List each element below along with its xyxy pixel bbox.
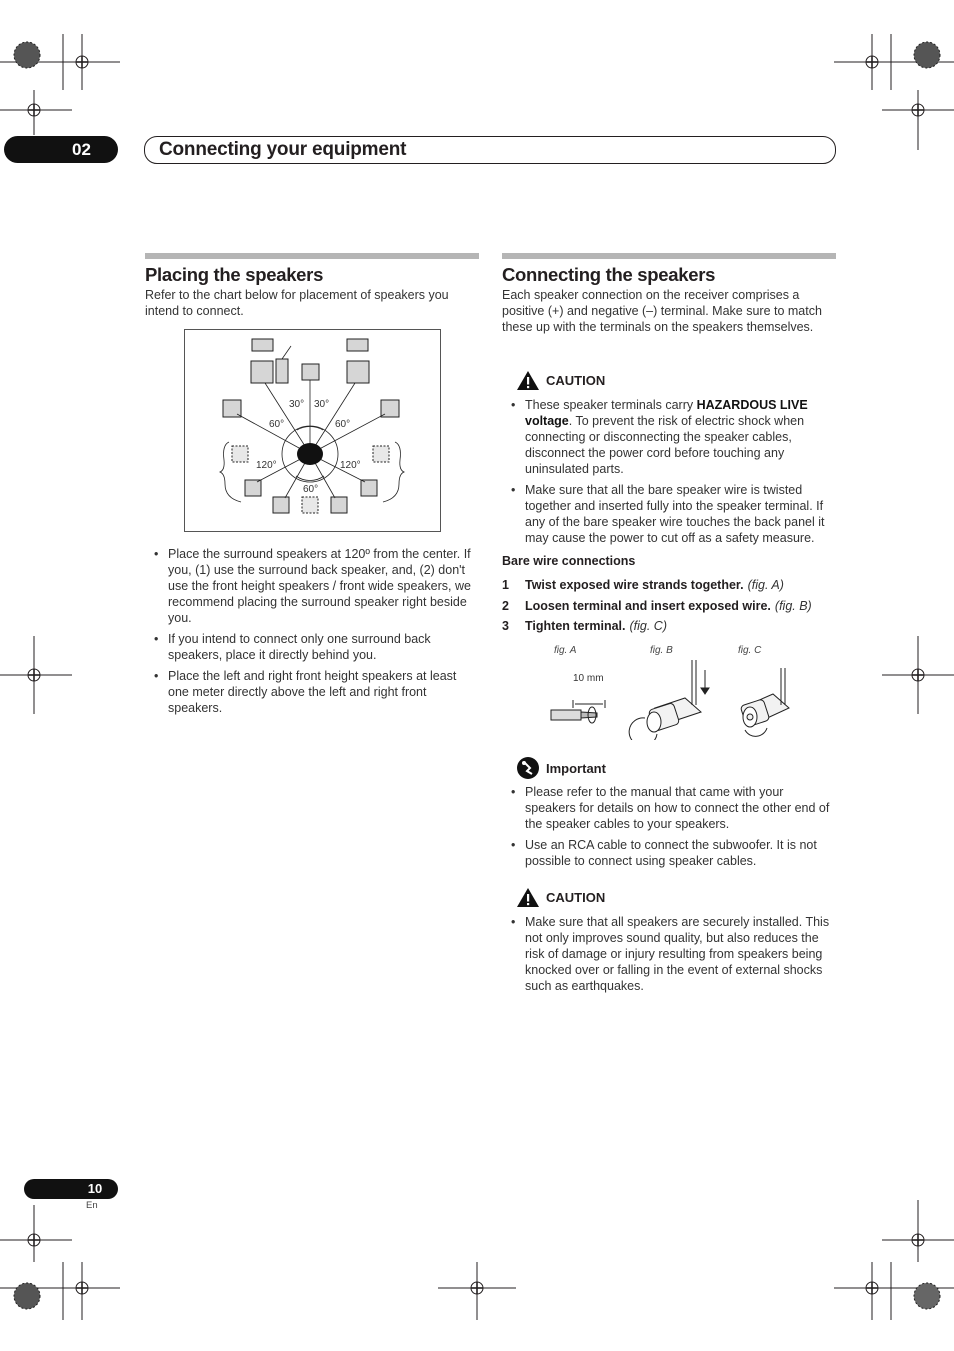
surround-back-center-speaker <box>302 497 318 513</box>
fig-c-label: fig. C <box>738 645 762 656</box>
important-heading <box>516 756 606 780</box>
list-item: • These speaker terminals carry HAZARDOUS LIVE voltage. To prevent the risk of electric shock when connecting or disconnecting the speaker cables, disconnect the power cord before touching any uninsulated parts. <box>502 397 836 477</box>
list-item: • If you intend to connect only one surround back speakers, place it directly behind you. <box>145 631 479 663</box>
caution-label: CAUTION <box>546 373 606 388</box>
surround-right-alt-speaker <box>373 446 389 462</box>
angle-30-left: 30° <box>289 399 305 410</box>
step-item: 2 Loosen terminal and insert exposed wire. (fig. B) <box>502 598 812 613</box>
caution-bullets-1 <box>502 397 836 551</box>
fig-a-wire-drawing <box>551 700 605 723</box>
wire-length-label: 10 mm <box>573 673 604 684</box>
angle-60-left: 60° <box>269 419 285 430</box>
angle-60-right: 60° <box>335 419 351 430</box>
surround-back-right-speaker <box>331 497 347 513</box>
warning-icon <box>516 370 540 391</box>
fig-c-terminal-drawing <box>740 668 789 736</box>
center-speaker <box>302 364 319 380</box>
important-icon <box>516 756 540 780</box>
surround-left-alt-speaker <box>232 446 248 462</box>
list-item: • Make sure that all speakers are securely installed. This not only improves sound quality, but also reduces the risk of damage or injury resulting from speakers being knocked over or falling in the event of external shocks such as earthquakes. <box>502 914 836 994</box>
fig-a-label: fig. A <box>554 645 577 656</box>
bare-wire-heading: Bare wire connections <box>502 554 636 568</box>
important-bullets <box>502 784 836 874</box>
caution-heading-2 <box>516 887 605 908</box>
section-bar-right <box>502 253 836 259</box>
placing-speakers-heading: Placing the speakers <box>145 264 324 285</box>
caution-heading-1 <box>516 370 605 391</box>
page-language: En <box>86 1200 98 1211</box>
step-item: 3 Tighten terminal. (fig. C) <box>502 619 667 633</box>
placing-bullets <box>145 546 479 721</box>
important-label: Important <box>546 760 606 776</box>
page-number: 10 <box>87 1181 103 1196</box>
bare-wire-steps <box>502 577 836 639</box>
surround-back-left-speaker <box>273 497 289 513</box>
fig-b-terminal-drawing <box>629 660 709 740</box>
surround-right-speaker <box>361 480 377 496</box>
list-item: • Place the left and right front height speakers at least one meter directly above the left and right front speakers. <box>145 668 479 716</box>
connecting-speakers-heading: Connecting the speakers <box>502 264 716 285</box>
chapter-title-box <box>144 136 836 164</box>
warning-icon <box>516 887 540 908</box>
speaker-placement-diagram <box>184 329 441 532</box>
list-item: • Please refer to the manual that came with your speakers for details on how to connect the other end of the speaker cables to your speakers. <box>502 784 836 832</box>
caution-label: CAUTION <box>546 890 606 905</box>
front-height-right-speaker <box>347 339 368 351</box>
front-height-left-speaker <box>252 339 273 351</box>
angle-60-back: 60° <box>303 484 319 495</box>
angle-120-left: 120° <box>256 460 277 471</box>
surround-left-speaker <box>245 480 261 496</box>
angle-120-right: 120° <box>340 460 361 471</box>
listener-icon <box>297 443 323 465</box>
placing-intro: Refer to the chart below for placement of speakers you intend to connect. <box>145 288 449 318</box>
list-item: • Make sure that all the bare speaker wire is twisted together and inserted fully into the speaker terminal. If any of the bare speaker wire touches the back panel it may cause the power to cut off as a safety measure. <box>502 482 836 546</box>
front-left-speaker <box>251 361 273 383</box>
fig-b-label: fig. B <box>650 645 673 656</box>
chapter-title: Connecting your equipment <box>159 139 407 160</box>
angle-30-right: 30° <box>314 399 330 410</box>
subwoofer <box>276 359 288 383</box>
list-item: • Place the surround speakers at 120º from the center. If you, (1) use the surround back speaker, and, (2) don't use the front height speakers / front wide speakers, we recommend placing the surround speaker right beside you. <box>145 546 479 626</box>
front-right-speaker <box>347 361 369 383</box>
caution-bullets-2 <box>502 914 836 999</box>
connecting-intro: Each speaker connection on the receiver comprises a positive (+) and negative (–) terminal. Make sure to match these up with the terminals on the speakers themselves. <box>502 288 822 334</box>
list-item: • Use an RCA cable to connect the subwoofer. It is not possible to connect using speaker cables. <box>502 837 836 869</box>
chapter-number: 02 <box>72 140 91 159</box>
wire-connection-figures <box>545 660 805 740</box>
step-item: 1 Twist exposed wire strands together. (fig. A) <box>502 578 784 592</box>
section-bar-left <box>145 253 479 259</box>
